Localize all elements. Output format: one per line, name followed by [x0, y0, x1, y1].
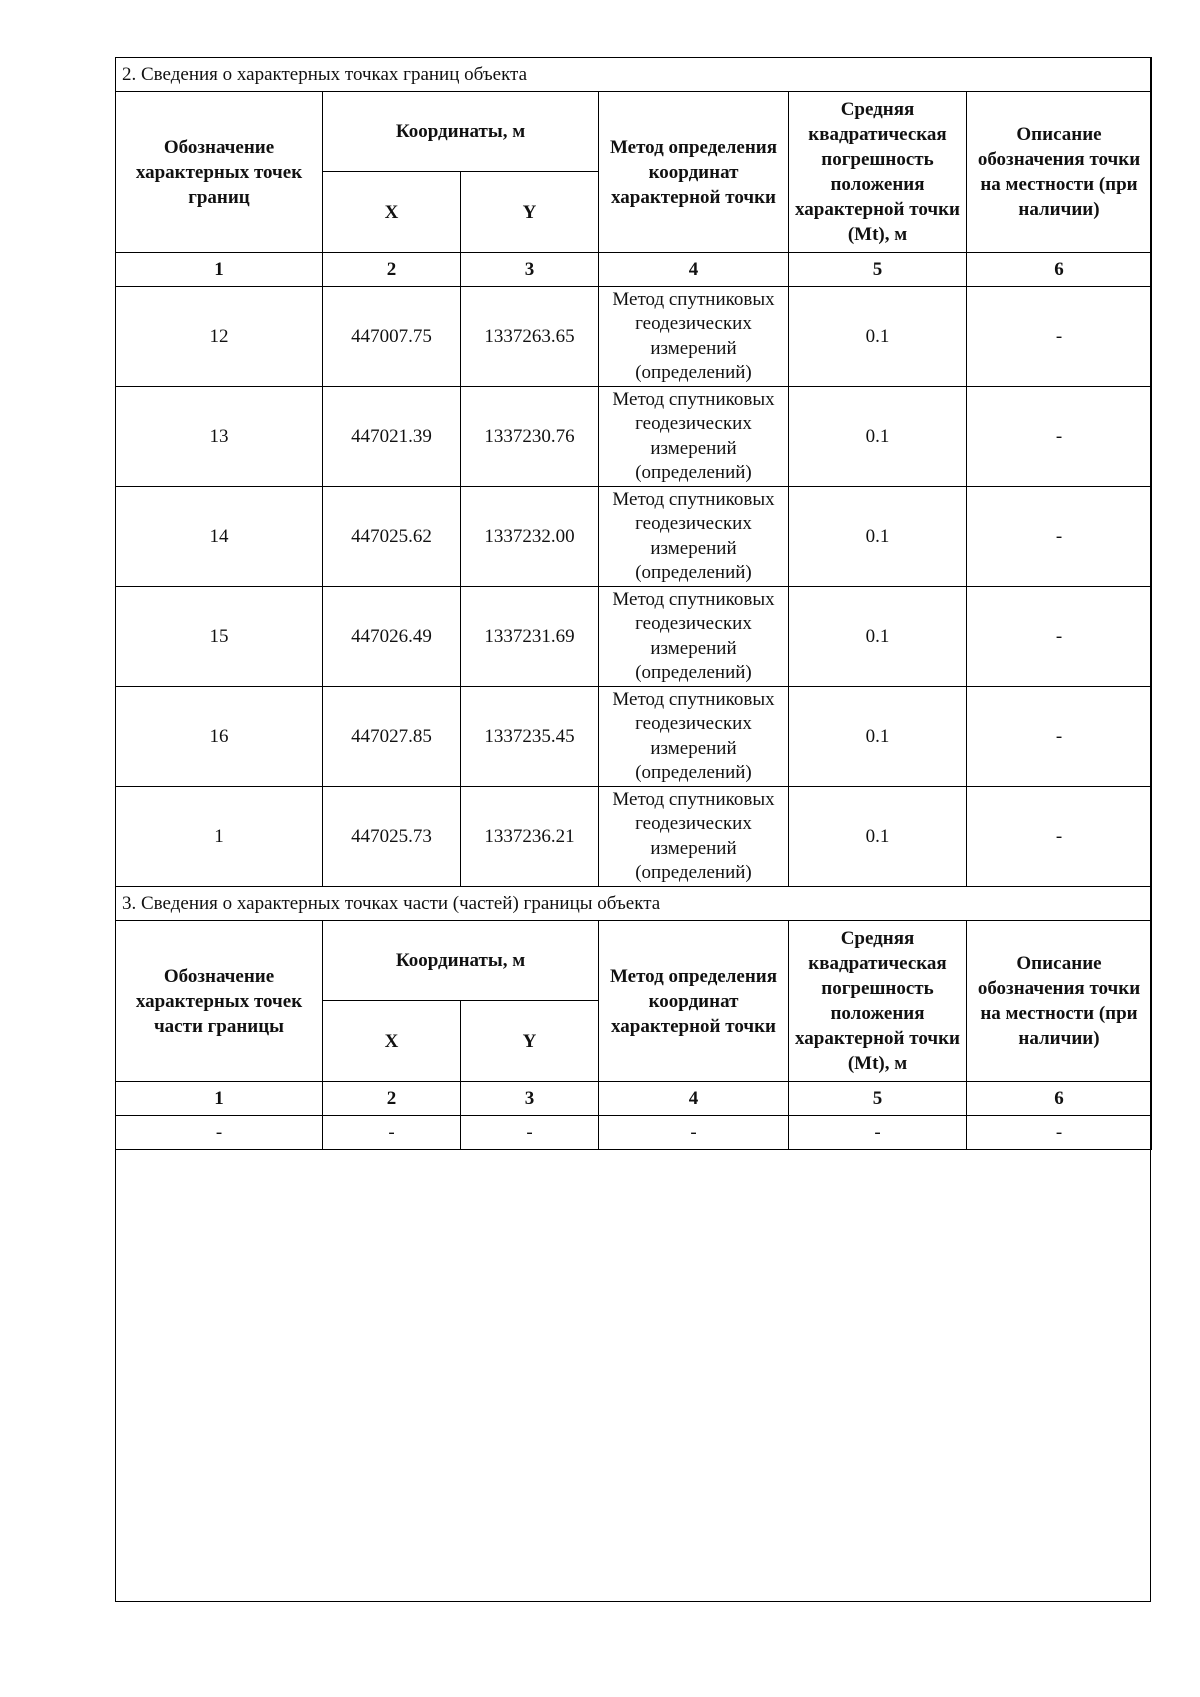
header-description: Описание обозначения точки на местности (при наличии) — [967, 921, 1152, 1082]
point-cell: 12 — [116, 287, 323, 387]
method-cell: Метод спутниковых геодезических измерений (определений) — [599, 587, 789, 687]
description-cell: - — [967, 387, 1152, 487]
column-number: 2 — [323, 253, 461, 287]
x-cell: 447025.62 — [323, 487, 461, 587]
method-cell: Метод спутниковых геодезических измерений (определений) — [599, 687, 789, 787]
point-cell: - — [116, 1116, 323, 1150]
x-cell: 447021.39 — [323, 387, 461, 487]
column-number: 5 — [789, 253, 967, 287]
point-cell: 1 — [116, 787, 323, 887]
header-points: Обозначение характерных точек части границы — [116, 921, 323, 1082]
section2-table — [115, 57, 1152, 1150]
x-cell: 447027.85 — [323, 687, 461, 787]
column-number: 1 — [116, 1082, 323, 1116]
description-cell: - — [967, 287, 1152, 387]
document-frame — [115, 57, 1151, 1602]
y-cell: 1337230.76 — [461, 387, 599, 487]
x-cell: - — [323, 1116, 461, 1150]
table-row — [116, 1116, 1152, 1150]
header-method: Метод определения координат характерной точки — [599, 921, 789, 1082]
error-cell: 0.1 — [789, 287, 967, 387]
column-number: 5 — [789, 1082, 967, 1116]
header-x: X — [323, 172, 461, 253]
point-cell: 15 — [116, 587, 323, 687]
table-row — [116, 287, 1152, 387]
method-cell: Метод спутниковых геодезических измерений (определений) — [599, 487, 789, 587]
error-cell: - — [789, 1116, 967, 1150]
error-cell: 0.1 — [789, 387, 967, 487]
x-cell: 447026.49 — [323, 587, 461, 687]
description-cell: - — [967, 587, 1152, 687]
header-description: Описание обозначения точки на местности (при наличии) — [967, 92, 1152, 253]
y-cell: 1337263.65 — [461, 287, 599, 387]
method-cell: Метод спутниковых геодезических измерений (определений) — [599, 287, 789, 387]
header-y: Y — [461, 1001, 599, 1082]
header-y: Y — [461, 172, 599, 253]
y-cell: 1337231.69 — [461, 587, 599, 687]
column-number: 2 — [323, 1082, 461, 1116]
description-cell: - — [967, 1116, 1152, 1150]
column-number: 6 — [967, 253, 1152, 287]
column-number: 6 — [967, 1082, 1152, 1116]
description-cell: - — [967, 687, 1152, 787]
table-row — [116, 387, 1152, 487]
y-cell: 1337235.45 — [461, 687, 599, 787]
column-number: 1 — [116, 253, 323, 287]
x-cell: 447025.73 — [323, 787, 461, 887]
header-method: Метод определения координат характерной точки — [599, 92, 789, 253]
column-numbers-row — [116, 1082, 1152, 1116]
error-cell: 0.1 — [789, 487, 967, 587]
table-row — [116, 787, 1152, 887]
table-row — [116, 587, 1152, 687]
point-cell: 13 — [116, 387, 323, 487]
header-error: Средняя квадратическая погрешность положения характерной точки (Mt), м — [789, 921, 967, 1082]
point-cell: 14 — [116, 487, 323, 587]
column-number: 4 — [599, 1082, 789, 1116]
header-error: Средняя квадратическая погрешность положения характерной точки (Mt), м — [789, 92, 967, 253]
error-cell: 0.1 — [789, 687, 967, 787]
y-cell: 1337236.21 — [461, 787, 599, 887]
y-cell: 1337232.00 — [461, 487, 599, 587]
error-cell: 0.1 — [789, 787, 967, 887]
method-cell: - — [599, 1116, 789, 1150]
description-cell: - — [967, 487, 1152, 587]
column-number: 3 — [461, 1082, 599, 1116]
error-cell: 0.1 — [789, 587, 967, 687]
section3-title: 3. Сведения о характерных точках части (частей) границы объекта — [116, 887, 1152, 921]
header-coords: Координаты, м — [323, 92, 599, 172]
header-coords: Координаты, м — [323, 921, 599, 1001]
description-cell: - — [967, 787, 1152, 887]
table-row — [116, 487, 1152, 587]
column-numbers-row — [116, 253, 1152, 287]
column-number: 3 — [461, 253, 599, 287]
table-row — [116, 687, 1152, 787]
section2-title: 2. Сведения о характерных точках границ объекта — [116, 58, 1152, 92]
header-points: Обозначение характерных точек границ — [116, 92, 323, 253]
point-cell: 16 — [116, 687, 323, 787]
header-x: X — [323, 1001, 461, 1082]
column-number: 4 — [599, 253, 789, 287]
x-cell: 447007.75 — [323, 287, 461, 387]
method-cell: Метод спутниковых геодезических измерений (определений) — [599, 787, 789, 887]
method-cell: Метод спутниковых геодезических измерений (определений) — [599, 387, 789, 487]
y-cell: - — [461, 1116, 599, 1150]
